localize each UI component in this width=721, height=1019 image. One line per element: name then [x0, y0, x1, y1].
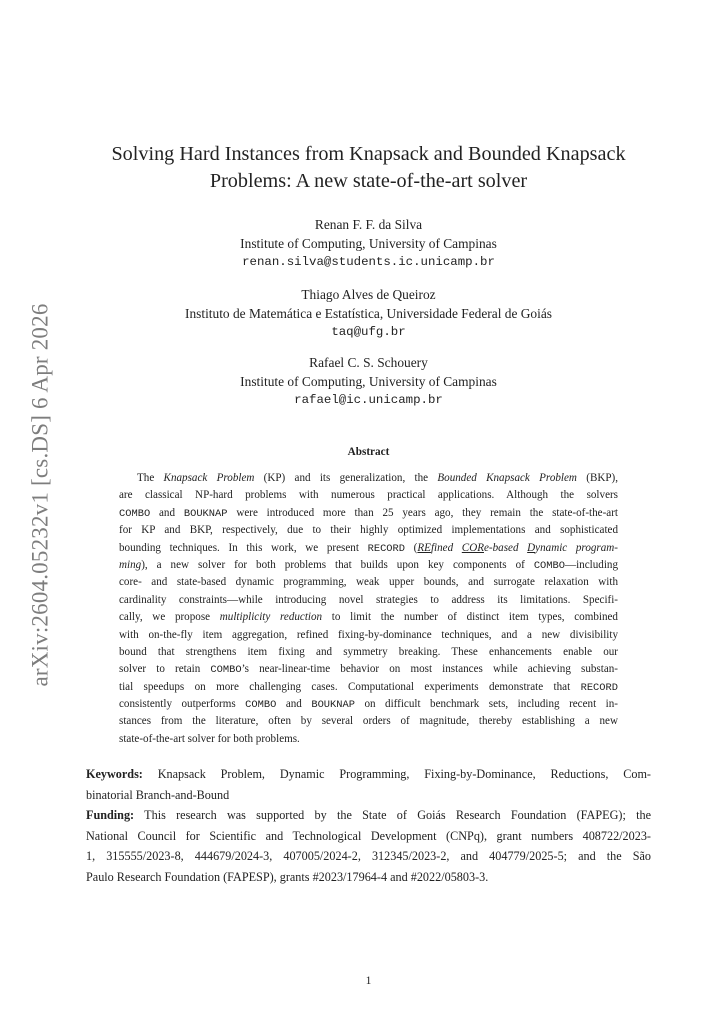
abstract-line: ming), a new solver for both problems that builds upon key components of COMBO—including — [119, 558, 618, 572]
funding-label: Funding: — [86, 808, 135, 822]
author-email[interactable]: renan.silva@students.ic.unicamp.br — [242, 255, 495, 269]
author-name: Rafael C. S. Schouery — [309, 355, 428, 370]
funding-line: Funding: This research was supported by the State of Goiás Research Foundation (FAPEG); the — [86, 808, 651, 822]
abstract-line: cally, we propose multiplicity reduction to limit the number of distinct item types, combined — [119, 611, 618, 624]
abstract-line: cardinality constraints—while introducing novel strategies to address its limitations. Specifi- — [119, 593, 618, 606]
abstract-line: state-of-the-art solver for both problems. — [119, 732, 300, 745]
abstract-line: bounding techniques. In this work, we present RECORD (REfined CORe-based Dynamic program- — [119, 541, 618, 555]
author-block-1 — [86, 216, 651, 272]
keywords-and-funding — [86, 764, 651, 887]
author-affiliation: Instituto de Matemática e Estatística, Universidade Federal de Goiás — [184, 305, 552, 321]
abstract-line: core- and state-based dynamic programming, weak upper bounds, and surrogate relaxation with — [119, 576, 618, 589]
abstract-line: are classical NP-hard problems with numerous practical applications. Although the solvers — [119, 489, 618, 502]
keywords-line: binatorial Branch-and-Bound — [86, 787, 230, 802]
abstract-heading: Abstract — [347, 446, 390, 458]
funding-line: National Council for Scientific and Technological Development (CNPq), grant numbers 408722/2023- — [86, 828, 651, 843]
arxiv-side-stamp — [20, 302, 62, 688]
author-name: Thiago Alves de Queiroz — [301, 287, 436, 302]
abstract-body — [119, 470, 618, 748]
arxiv-identifier: arXiv:2604.05232v1 [cs.DS] 6 Apr 2026 — [28, 303, 54, 687]
page-number: 1 — [365, 975, 372, 987]
author-block-2 — [86, 286, 651, 342]
keywords-label: Keywords: — [86, 767, 143, 781]
author-name: Renan F. F. da Silva — [314, 217, 423, 232]
abstract-line: bound that strengthens item fixing and symmetry breaking. These enhancements enable our — [119, 645, 618, 658]
abstract-line: for KP and BKP, respectively, due to their highly optimized implementations and sophisticated — [119, 524, 618, 537]
author-email[interactable]: rafael@ic.unicamp.br — [294, 393, 443, 407]
title-line-2: Problems: A new state-of-the-art solver — [209, 170, 528, 192]
author-affiliation: Institute of Computing, University of Campinas — [240, 373, 497, 389]
abstract-line: stances from the literature, often by several orders of magnitude, thereby establishing a new — [119, 715, 618, 728]
abstract-line: consistently outperforms COMBO and BOUKNAP on difficult benchmark sets, including recent in- — [119, 698, 618, 712]
abstract-line: solver to retain COMBO’s near-linear-time behavior on most instances while achieving substan- — [119, 663, 618, 677]
abstract-line: with on-the-fly item aggregation, refined fixing-by-dominance techniques, and a new divisibility — [119, 628, 618, 641]
title-line-1: Solving Hard Instances from Knapsack and Bounded Knapsack — [111, 143, 626, 165]
abstract-line: COMBO and BOUKNAP were introduced more than 25 years ago, they remain the state-of-the-art — [119, 506, 618, 520]
author-block-3 — [86, 354, 651, 410]
author-email[interactable]: taq@ufg.br — [331, 325, 406, 339]
funding-line: 1, 315555/2023-8, 444679/2024-3, 407005/2024-2, 312345/2023-2, and 404779/2025-5; and the São — [86, 849, 651, 863]
keywords-line: Keywords: Knapsack Problem, Dynamic Programming, Fixing-by-Dominance, Reductions, Com- — [86, 767, 651, 781]
abstract-line: The Knapsack Problem (KP) and its generalization, the Bounded Knapsack Problem (BKP), — [137, 472, 618, 484]
abstract-line: tial speedups on more challenging cases. Computational experiments demonstrate that RECORD — [119, 680, 618, 694]
author-affiliation: Institute of Computing, University of Campinas — [240, 235, 497, 251]
paper-title — [86, 141, 651, 195]
funding-line: Paulo Research Foundation (FAPESP), grants #2023/17964-4 and #2022/05803-3. — [86, 869, 489, 884]
